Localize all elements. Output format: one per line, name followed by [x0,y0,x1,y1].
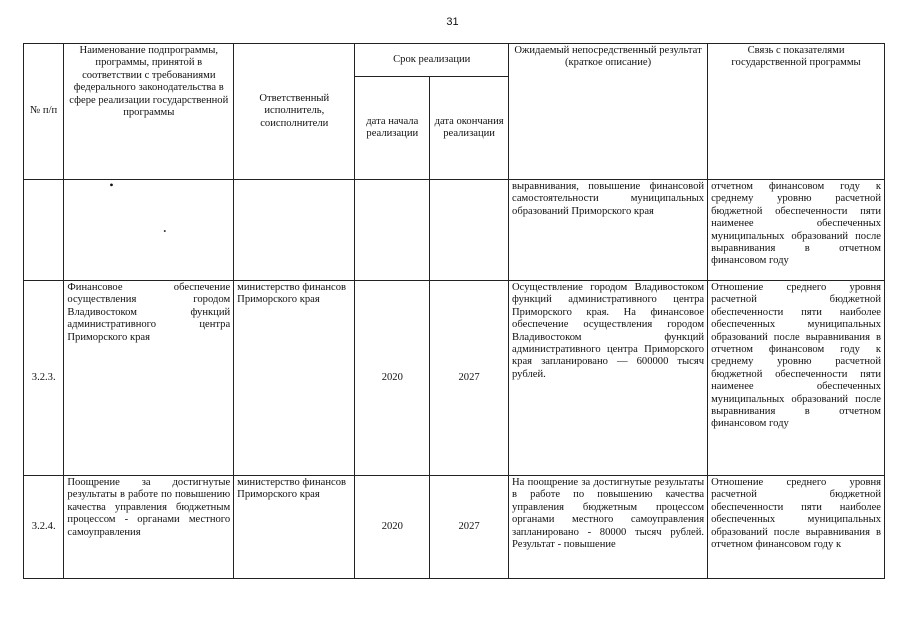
row-name: Финансовое обеспечение осуществления городом Владивостоком функций административного центра Приморского края [64,281,234,476]
row-responsible: министерство финансов Приморского края [234,281,355,476]
row-end-date: 2027 [430,281,509,476]
row-result: На поощрение за достигнутые результаты в работе по повышению качества управления бюджетным процессом органами местного самоуправления запланировано - 80000 тысяч рублей. Результат - повышение [509,476,708,579]
header-responsible: Ответственный исполнитель, соисполнители [234,44,355,180]
row-result: выравнивания, повышение финансовой самостоятельности муниципальных образований Приморского края [509,180,708,281]
program-table [23,43,885,579]
row-result: Осуществление городом Владивостоком функций административного центра Приморского края. На финансовое обеспечение осуществления городом Владивостоком функций административного центра Приморского края запланировано — 600000 тысяч рублей. [509,281,708,476]
table-row [24,180,885,281]
row-num: 3.2.3. [24,281,64,476]
table-row [24,281,885,476]
scan-speck: • [109,178,114,192]
row-name: Поощрение за достигнутые результаты в работе по повышению качества управления бюджетным процессом - органами местного самоуправления [64,476,234,579]
header-num: № п/п [24,44,64,180]
row-name [64,180,234,281]
header-start-date: дата начала реализации [355,77,430,180]
row-start-date: 2020 [355,476,430,579]
header-result: Ожидаемый непосредственный результат (краткое описание) [509,44,708,180]
row-responsible [234,180,355,281]
table-row [24,476,885,579]
header-end-date: дата окончания реализации [430,77,509,180]
row-link: Отношение среднего уровня расчетной бюджетной обеспеченности пяти наиболее обеспеченных муниципальных образований после выравнивания в отчетном финансовом году к [708,476,885,579]
scan-speck: • [163,227,167,236]
page-number: 31 [446,16,459,28]
row-end-date [430,180,509,281]
row-num [24,180,64,281]
header-period: Срок реализации [355,44,509,77]
row-responsible: министерство финансов Приморского края [234,476,355,579]
header-link: Связь с показателями государственной программы [708,44,885,180]
header-name: Наименование подпрограммы, программы, принятой в соответствии с требованиями федерального законодательства в сфере реализации государственной программы [64,44,234,180]
row-start-date: 2020 [355,281,430,476]
row-num: 3.2.4. [24,476,64,579]
row-link: Отношение среднего уровня расчетной бюджетной обеспеченности пяти наиболее обеспеченных муниципальных образований после выравнивания в отчетном финансовом году к среднему уровню расчетной бюджетной обеспеченности пяти наименее обеспеченных муниципальных образований после выравнивания в отчетном финансовом году [708,281,885,476]
row-end-date: 2027 [430,476,509,579]
row-link: отчетном финансовом году к среднему уровню расчетной бюджетной обеспеченности пяти наименее обеспеченных муниципальных образований после выравнивания в отчетном финансовом году [708,180,885,281]
row-start-date [355,180,430,281]
